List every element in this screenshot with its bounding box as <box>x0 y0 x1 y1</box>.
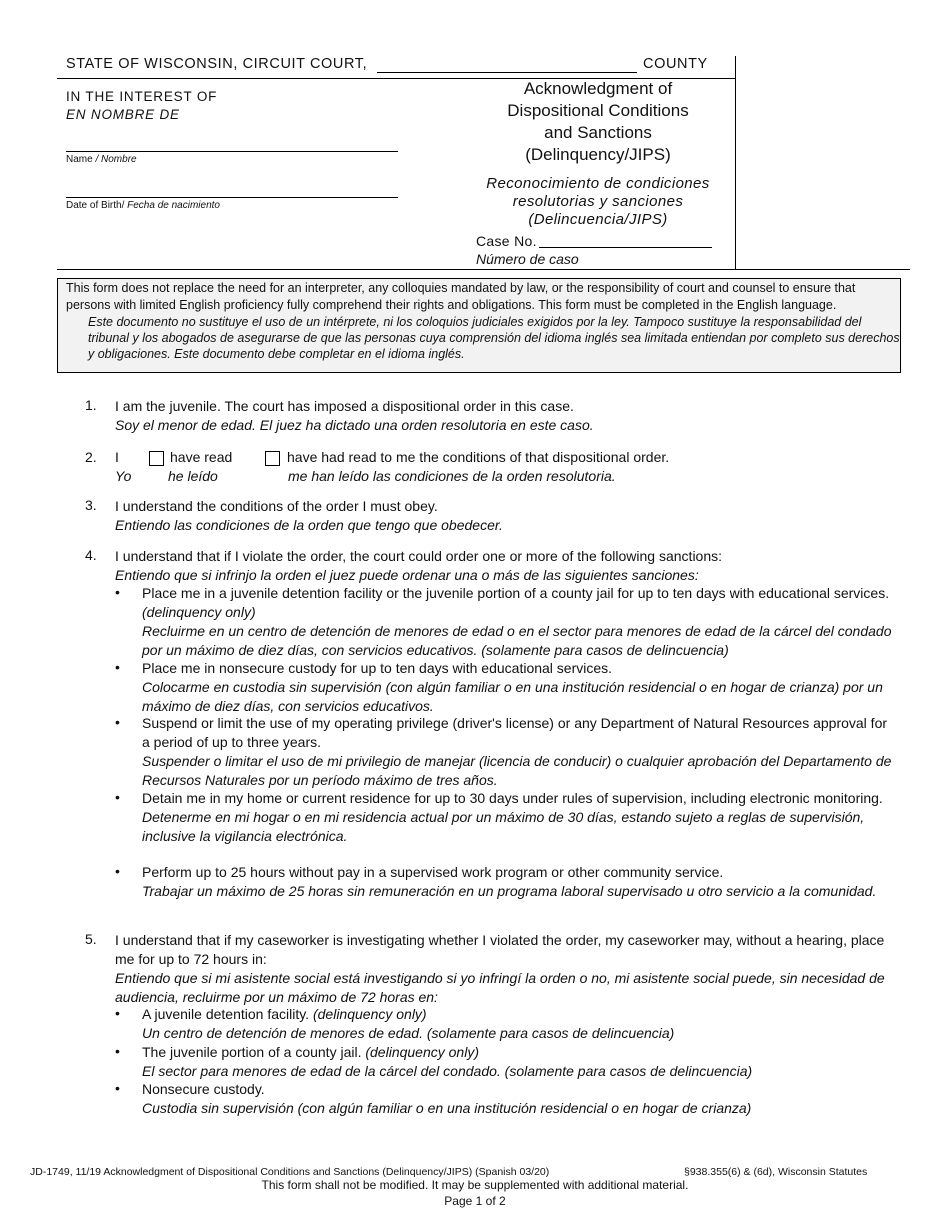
item-2-yo: Yo <box>115 468 132 484</box>
form-id: JD-1749, 11/19 Acknowledgment of Dispositional Conditions and Sanctions (Delinquency/JIPS) (Spanish 03/20) <box>30 1166 550 1178</box>
dob-field[interactable] <box>66 197 398 198</box>
have-had-read-label: have had read to me the conditions of that dispositional order. <box>287 449 670 465</box>
item-5: I understand that if my caseworker is investigating whether I violated the order, my caseworker may, without a hearing, place me for up to 72 hours in: Entiendo que si mi asistente social está investigando si yo infringí la orden o no, mi asistente social puede, sin necesidad de audiencia, recluirme por un máximo de 72 horas en: <box>115 932 885 1005</box>
have-read-checkbox[interactable] <box>149 451 164 466</box>
county-label: COUNTY <box>643 56 708 72</box>
item-5-number: 5. <box>85 931 97 947</box>
have-read-label-es: he leído <box>168 468 218 484</box>
item-4: I understand that if I violate the order, the court could order one or more of the following sanctions: Entiendo que si infrinjo la orden el juez puede ordenar una o más de las siguientes sanciones: <box>115 548 723 583</box>
item-2-i: I <box>115 449 119 465</box>
modify-note: This form shall not be modified. It may be supplemented with additional material. <box>261 1178 689 1192</box>
form-title: Acknowledgment of Dispositional Conditions and Sanctions (Delinquency/JIPS) <box>507 79 689 164</box>
item-1-number: 1. <box>85 397 97 413</box>
bullet-marker: • <box>115 789 120 805</box>
bullet-marker: • <box>115 863 120 879</box>
item-2-number: 2. <box>85 449 97 465</box>
bullet-marker: • <box>115 584 120 600</box>
interest-label-es: EN NOMBRE DE <box>66 107 180 122</box>
placement-1: A juvenile detention facility. (delinquency only) Un centro de detención de menores de edad. (solamente para casos de delincuencia) <box>142 1006 675 1041</box>
name-field[interactable] <box>66 151 398 152</box>
page-number: Page 1 of 2 <box>444 1194 506 1208</box>
sanction-3: Suspend or limit the use of my operating privilege (driver's license) or any Department of Natural Resources approval for a period of up to three years. Suspender o limitar el uso de mi privilegio de manejar (licencia de conducir) o cualquier aprobación del Departamento de Recursos Naturales por un período máximo de tres años. <box>142 715 892 788</box>
have-had-read-label-es: me han leído las condiciones de la orden resolutoria. <box>288 468 616 484</box>
header-vertical-rule <box>735 56 736 269</box>
bullet-marker: • <box>115 1005 120 1021</box>
case-no-field[interactable] <box>539 247 712 248</box>
court-line-label: STATE OF WISCONSIN, CIRCUIT COURT, <box>66 56 368 72</box>
case-no-label-es: Número de caso <box>476 251 579 267</box>
form-title-es: Reconocimiento de condiciones resolutorias y sanciones (Delincuencia/JIPS) <box>486 175 710 228</box>
bullet-marker: • <box>115 714 120 730</box>
placement-2: The juvenile portion of a county jail. (delinquency only) El sector para menores de edad de la cárcel del condado. (solamente para casos de delincuencia) <box>142 1044 753 1079</box>
bullet-marker: • <box>115 659 120 675</box>
bullet-marker: • <box>115 1080 120 1096</box>
name-label: Name / Nombre <box>66 154 137 165</box>
interpreter-notice <box>57 278 901 373</box>
bullet-marker: • <box>115 1043 120 1059</box>
notice-en: This form does not replace the need for an interpreter, any colloquies mandated by law, or the responsibility of court and counsel to ensure that persons with limited English proficiency fully comprehend their rights and obligations. This form must be completed in the English language. <box>66 281 856 312</box>
county-name-field[interactable] <box>377 72 637 73</box>
item-3-number: 3. <box>85 497 97 513</box>
have-had-read-checkbox[interactable] <box>265 451 280 466</box>
dob-label: Date of Birth/ Fecha de nacimiento <box>66 200 220 211</box>
interest-label-en: IN THE INTEREST OF <box>66 89 218 104</box>
header-bottom-rule <box>57 269 910 270</box>
sanction-5: Perform up to 25 hours without pay in a supervised work program or other community service. Trabajar un máximo de 25 horas sin remuneración en un programa laboral supervisado u otro servicio a la comunidad. <box>142 864 877 899</box>
item-1: I am the juvenile. The court has imposed a dispositional order in this case. Soy el menor de edad. El juez ha dictado una orden resolutoria en este caso. <box>115 398 594 433</box>
item-3: I understand the conditions of the order I must obey. Entiendo las condiciones de la orden que tengo que obedecer. <box>115 498 503 533</box>
sanction-2: Place me in nonsecure custody for up to ten days with educational services. Colocarme en custodia sin supervisión (con algún familiar o en una institución residencial o en hogar de crianza) por un máximo de diez días, con servicios educativos. <box>142 660 883 714</box>
have-read-label: have read <box>170 449 233 465</box>
statute-reference: §938.355(6) & (6d), Wisconsin Statutes <box>684 1166 868 1178</box>
sanction-4: Detain me in my home or current residence for up to 30 days under rules of supervision, including electronic monitoring. Detenerme en mi hogar o en mi residencia actual por un máximo de 30 días, estando sujeto a reglas de supervisión, inclusive la vigilancia electrónica. <box>142 790 883 844</box>
placement-3: Nonsecure custody. Custodia sin supervisión (con algún familiar o en una institución residencial o en hogar de crianza) <box>142 1081 752 1116</box>
notice-es: Este documento no sustituye el uso de un intérprete, ni los coloquios judiciales exigidos por la ley. Tampoco sustituye la responsabilidad del tribunal y los abogados de asegurarse de que las personas cuya comprensión del idioma inglés sea limitada entiendan por completo sus derechos y obligaciones. Este documento debe completar en el idioma inglés. <box>88 315 900 361</box>
case-no-label: Case No. <box>476 233 537 249</box>
sanction-1: Place me in a juvenile detention facility or the juvenile portion of a county jail for up to ten days with educational services. (delinquency only) Recluirme en un centro de detención de menores de edad o en el sector para menores de edad de la cárcel del condado por un máximo de diez días, con servicios educativos. (solamente para casos de delincuencia) <box>142 585 892 658</box>
item-4-number: 4. <box>85 547 97 563</box>
